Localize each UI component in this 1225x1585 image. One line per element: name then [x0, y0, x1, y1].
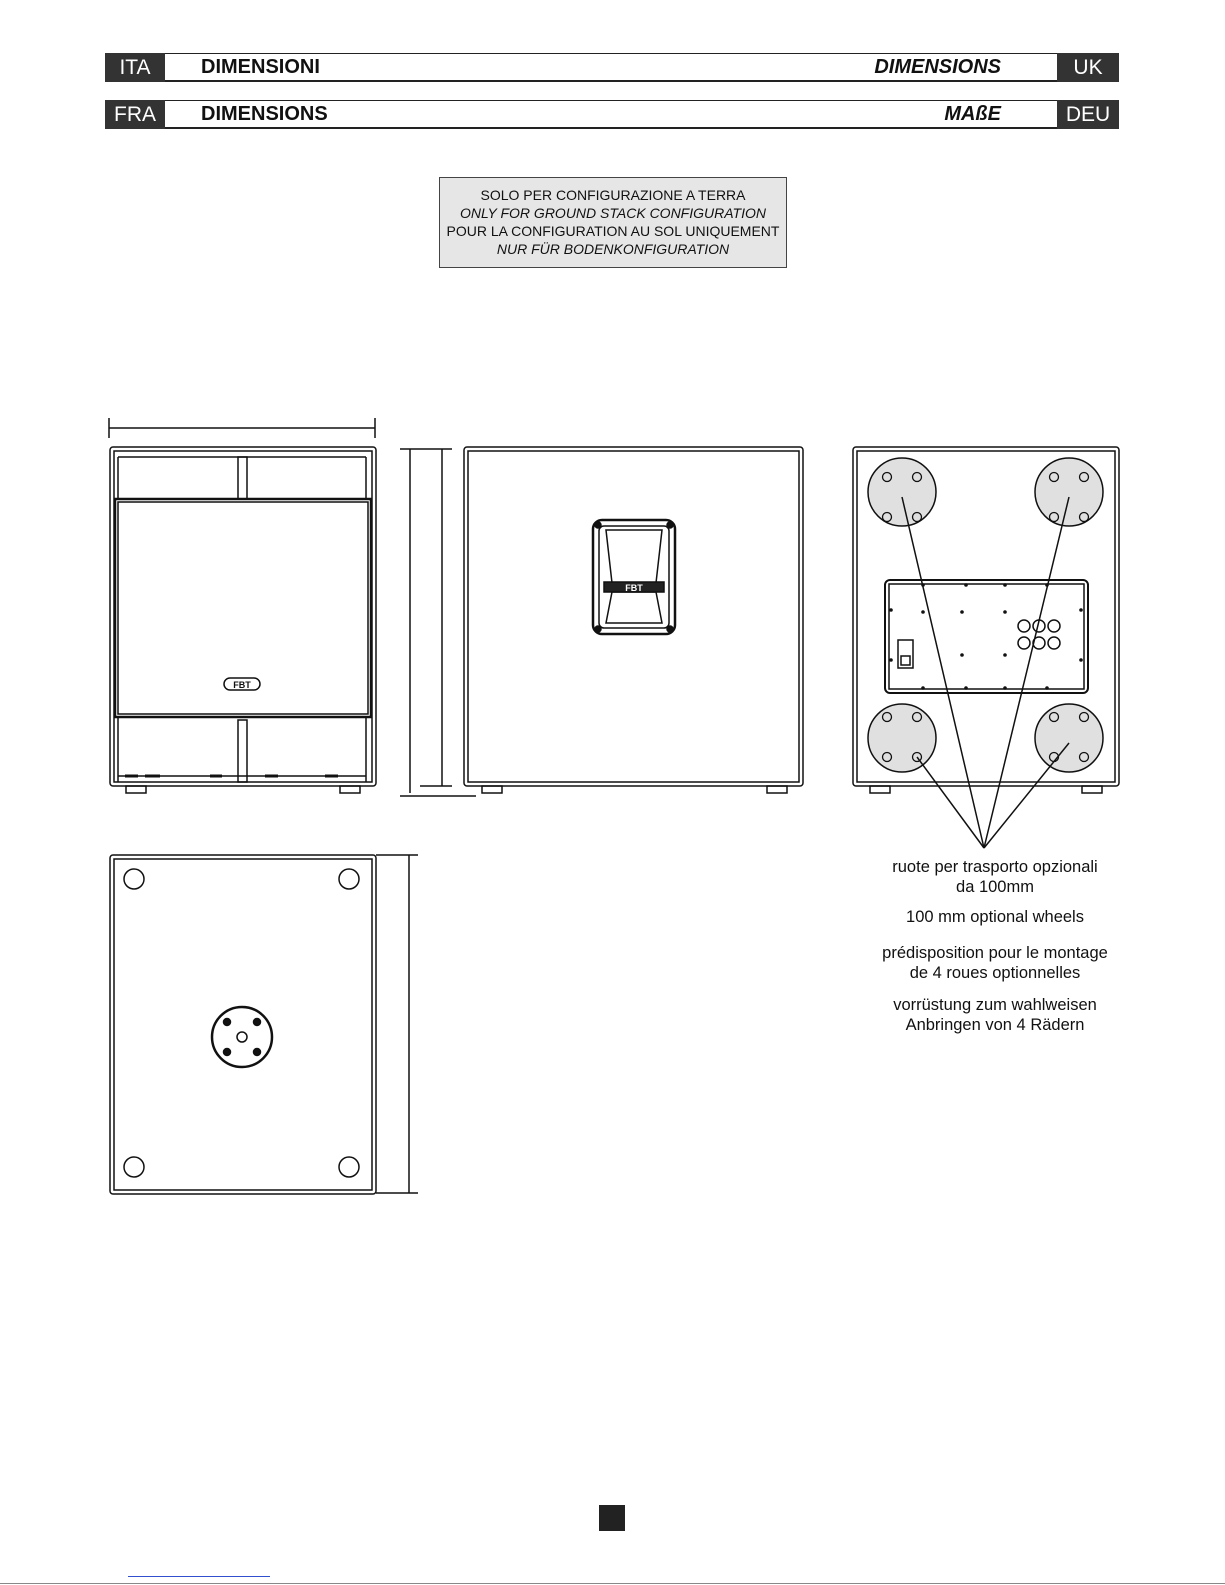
- svg-text:FBT: FBT: [233, 680, 251, 690]
- footer-rule: [0, 1583, 1225, 1584]
- rear-view-drawing: [853, 447, 1119, 848]
- notice-line-fra: POUR LA CONFIGURATION AU SOL UNIQUEMENT: [446, 223, 780, 239]
- notice-line-ita: SOLO PER CONFIGURAZIONE A TERRA: [480, 187, 746, 203]
- bottom-view-drawing: [110, 855, 418, 1194]
- wheels-caption-en: [855, 908, 1135, 928]
- caption-en-line: 100 mm optional wheels: [906, 908, 1084, 926]
- side-view-drawing: [464, 447, 803, 793]
- notice-line-deu: NUR FÜR BODENKONFIGURATION: [496, 241, 730, 257]
- caption-fra-line2: de 4 roues optionnelles: [909, 963, 1081, 982]
- caption-deu-line1: vorrüstung zum wahlweisen: [893, 996, 1097, 1014]
- notice-line-en: ONLY FOR GROUND STACK CONFIGURATION: [460, 205, 766, 221]
- wheel-pointer-lines: [902, 497, 1069, 848]
- footer-link-underline: [128, 1576, 270, 1577]
- wheels-caption-fra: [855, 944, 1135, 983]
- svg-text:FBT: FBT: [625, 583, 643, 593]
- lang-tag-fra: FRA: [105, 100, 165, 129]
- caption-deu-line2: Anbringen von 4 Rädern: [905, 1015, 1085, 1034]
- caption-ita-line1: ruote per trasporto opzionali: [892, 858, 1098, 876]
- rear-panel-connectors: [1018, 620, 1060, 649]
- wheels-caption-deu: [855, 996, 1135, 1035]
- lang-tag-ita: ITA: [105, 53, 165, 82]
- title-dimensions-uk: DIMENSIONS: [874, 56, 1001, 78]
- caption-fra-line1: prédisposition pour le montage: [882, 944, 1108, 962]
- title-dimensions-fra: DIMENSIONS: [201, 103, 328, 125]
- title-masse: MAßE: [944, 103, 1001, 125]
- caption-ita-line2: da 100mm: [956, 877, 1034, 896]
- title-dimensioni: DIMENSIONI: [201, 56, 320, 78]
- wheels-caption-ita: [855, 858, 1135, 897]
- lang-tag-uk: UK: [1057, 53, 1119, 82]
- page-marker: [599, 1505, 625, 1531]
- front-view-drawing: [109, 418, 376, 793]
- lang-tag-deu: DEU: [1057, 100, 1119, 129]
